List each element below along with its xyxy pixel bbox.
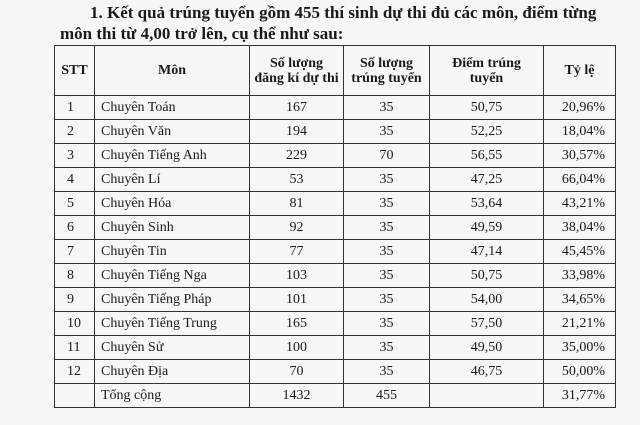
cell-mon: Chuyên Sử: [95, 336, 250, 360]
heading-line-2: môn thi từ 4,00 trở lên, cụ thể như sau:: [60, 24, 344, 43]
cell-dang-ki: 77: [250, 240, 344, 264]
cell-ty-le: 18,04%: [544, 120, 616, 144]
cell-mon: Chuyên Lí: [95, 168, 250, 192]
cell-ty-le: 66,04%: [544, 168, 616, 192]
cell-stt: 11: [55, 336, 95, 360]
header-diem: Điểm trúng tuyển: [430, 46, 544, 96]
cell-dang-ki: 100: [250, 336, 344, 360]
cell-diem: 53,64: [430, 192, 544, 216]
cell-ty-le: 33,98%: [544, 264, 616, 288]
cell-mon: Chuyên Toán: [95, 96, 250, 120]
table-row: [55, 144, 616, 168]
header-stt: STT: [55, 46, 95, 96]
table-row: [55, 264, 616, 288]
table-row: [55, 360, 616, 384]
cell-ty-le: 50,00%: [544, 360, 616, 384]
total-dang-ki: 1432: [250, 384, 344, 408]
cell-mon: Chuyên Tiếng Nga: [95, 264, 250, 288]
cell-dang-ki: 194: [250, 120, 344, 144]
cell-trung-tuyen: 35: [344, 96, 430, 120]
cell-trung-tuyen: 35: [344, 240, 430, 264]
cell-dang-ki: 103: [250, 264, 344, 288]
table-header: [55, 46, 616, 96]
header-mon: Môn: [95, 46, 250, 96]
table-row: [55, 192, 616, 216]
cell-dang-ki: 70: [250, 360, 344, 384]
cell-mon: Chuyên Tiếng Pháp: [95, 288, 250, 312]
table-row: [55, 120, 616, 144]
cell-diem: 57,50: [430, 312, 544, 336]
header-ty-le: Tỷ lệ: [544, 46, 616, 96]
cell-ty-le: 30,57%: [544, 144, 616, 168]
cell-dang-ki: 229: [250, 144, 344, 168]
table-row: [55, 216, 616, 240]
cell-mon: Chuyên Văn: [95, 120, 250, 144]
cell-mon: Chuyên Tiếng Anh: [95, 144, 250, 168]
cell-ty-le: 34,65%: [544, 288, 616, 312]
cell-trung-tuyen: 35: [344, 168, 430, 192]
cell-diem: 56,55: [430, 144, 544, 168]
table-row: [55, 312, 616, 336]
cell-trung-tuyen: 35: [344, 312, 430, 336]
cell-stt: 10: [55, 312, 95, 336]
cell-dang-ki: 53: [250, 168, 344, 192]
cell-dang-ki: 92: [250, 216, 344, 240]
cell-stt: 12: [55, 360, 95, 384]
cell-diem: 50,75: [430, 96, 544, 120]
cell-diem: 49,50: [430, 336, 544, 360]
cell-diem: 47,25: [430, 168, 544, 192]
cell-dang-ki: 167: [250, 96, 344, 120]
table-row: [55, 168, 616, 192]
cell-mon: Chuyên Tin: [95, 240, 250, 264]
cell-ty-le: 20,96%: [544, 96, 616, 120]
table-body: [55, 96, 616, 408]
header-dang-ki: Số lượng đăng kí dự thi: [250, 46, 344, 96]
header-trung-tuyen: Số lượng trúng tuyển: [344, 46, 430, 96]
cell-mon: Chuyên Tiếng Trung: [95, 312, 250, 336]
cell-stt: 9: [55, 288, 95, 312]
cell-ty-le: 35,00%: [544, 336, 616, 360]
cell-trung-tuyen: 35: [344, 360, 430, 384]
cell-stt: 1: [55, 96, 95, 120]
cell-dang-ki: 81: [250, 192, 344, 216]
header-row: [55, 46, 616, 96]
cell-mon: Chuyên Hóa: [95, 192, 250, 216]
total-row: [55, 384, 616, 408]
cell-trung-tuyen: 35: [344, 192, 430, 216]
cell-stt: 5: [55, 192, 95, 216]
cell-diem: 54,00: [430, 288, 544, 312]
cell-dang-ki: 165: [250, 312, 344, 336]
total-trung-tuyen: 455: [344, 384, 430, 408]
cell-ty-le: 45,45%: [544, 240, 616, 264]
table-row: [55, 96, 616, 120]
cell-mon: Chuyên Sinh: [95, 216, 250, 240]
cell-stt: 3: [55, 144, 95, 168]
results-table: [54, 45, 616, 408]
cell-trung-tuyen: 35: [344, 264, 430, 288]
cell-trung-tuyen: 35: [344, 216, 430, 240]
table-row: [55, 336, 616, 360]
table-row: [55, 288, 616, 312]
total-ty-le: 31,77%: [544, 384, 616, 408]
cell-diem: 47,14: [430, 240, 544, 264]
cell-diem: 50,75: [430, 264, 544, 288]
heading-line-1: 1. Kết quả trúng tuyển gồm 455 thí sinh dự thi đủ các môn, điểm từng: [90, 3, 597, 22]
document-heading: [60, 2, 636, 44]
cell-diem: 46,75: [430, 360, 544, 384]
cell-dang-ki: 101: [250, 288, 344, 312]
cell-mon: Chuyên Địa: [95, 360, 250, 384]
cell-ty-le: 21,21%: [544, 312, 616, 336]
cell-trung-tuyen: 35: [344, 336, 430, 360]
cell-ty-le: 43,21%: [544, 192, 616, 216]
cell-ty-le: 38,04%: [544, 216, 616, 240]
cell-stt: 6: [55, 216, 95, 240]
cell-trung-tuyen: 35: [344, 120, 430, 144]
cell-trung-tuyen: 35: [344, 288, 430, 312]
total-label: Tổng cộng: [95, 384, 250, 408]
total-diem-empty: [430, 384, 544, 408]
cell-stt: 8: [55, 264, 95, 288]
cell-diem: 52,25: [430, 120, 544, 144]
cell-stt: 4: [55, 168, 95, 192]
cell-diem: 49,59: [430, 216, 544, 240]
cell-trung-tuyen: 70: [344, 144, 430, 168]
cell-stt: 2: [55, 120, 95, 144]
cell-stt-empty: [55, 384, 95, 408]
table-row: [55, 240, 616, 264]
cell-stt: 7: [55, 240, 95, 264]
